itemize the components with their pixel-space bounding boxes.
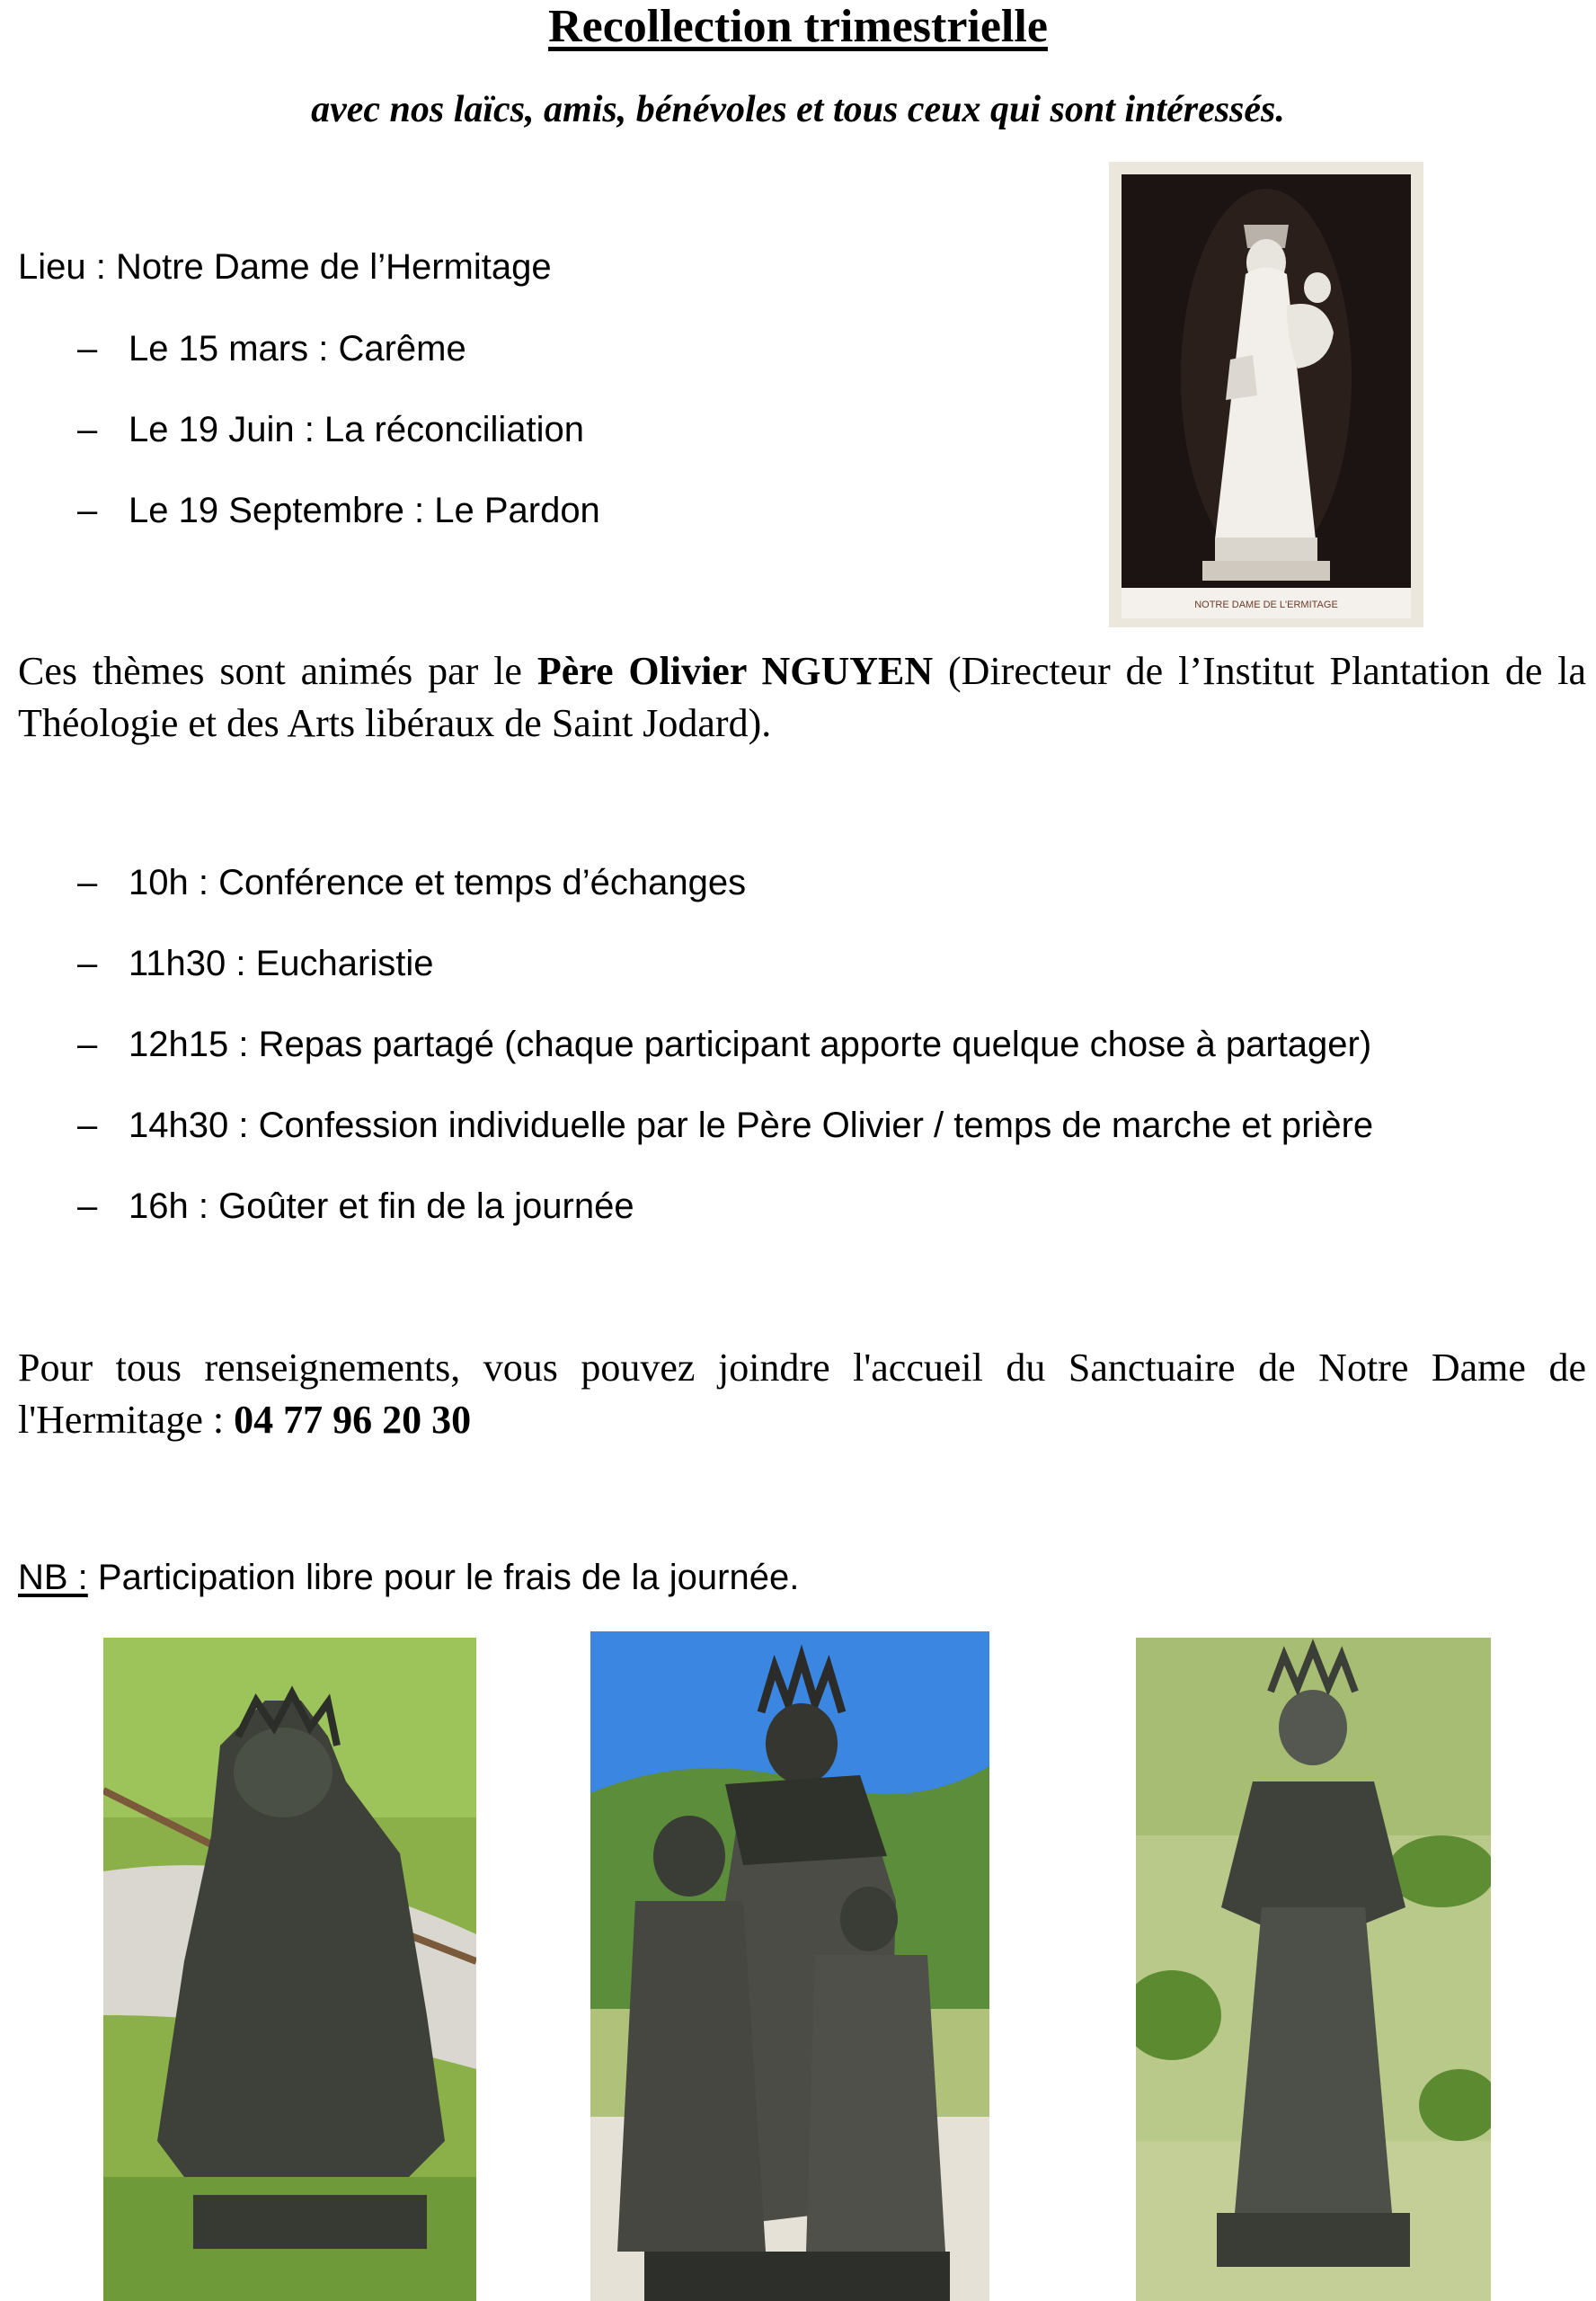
virgin-caption: NOTRE DAME DE L'ERMITAGE (1194, 600, 1338, 610)
schedule-text: 12h15 : Repas partagé (chaque participant apporte quelque chose à partager) (129, 1025, 1372, 1064)
location-line: Lieu : Notre Dame de l’Hermitage (18, 247, 552, 287)
dash-bullet: – (77, 410, 98, 449)
page-title: Recollection trimestrielle (548, 1, 1048, 52)
virgin-statue-photo (1109, 162, 1423, 627)
standing-statue-image (1136, 1638, 1491, 2301)
apparition-group-image (590, 1631, 989, 2301)
weeping-statue-image (103, 1638, 476, 2301)
nb-text: Participation libre pour le frais de la journée. (87, 1558, 800, 1597)
page-subtitle: avec nos laïcs, amis, bénévoles et tous ceux qui sont intéressés. (311, 89, 1285, 130)
phone-number: 04 77 96 20 30 (234, 1398, 472, 1442)
nb-label: NB : (18, 1558, 88, 1597)
schedule-text: 11h30 : Eucharistie (129, 944, 434, 983)
standing-statue-photo (1136, 1638, 1491, 2301)
dash-bullet: – (77, 863, 98, 902)
date-text: Le 15 mars : Carême (129, 329, 466, 369)
speaker-name: Père Olivier NGUYEN (536, 649, 934, 693)
weeping-statue-photo (103, 1638, 476, 2301)
apparition-group-photo (590, 1631, 989, 2301)
themes-text-before: Ces thèmes sont animés par le (18, 649, 537, 693)
virgin-statue-image (1109, 162, 1423, 627)
dash-bullet: – (77, 491, 98, 530)
contact-paragraph (18, 1342, 1586, 1446)
nb-note (18, 1555, 799, 1600)
date-text: Le 19 Juin : La réconciliation (129, 410, 584, 449)
dash-bullet: – (77, 1025, 98, 1064)
contact-text: Pour tous renseignements, vous pouvez joindre l'accueil du Sanctuaire de Notre Dame de l'Hermitage : (18, 1346, 1586, 1442)
themes-text-after: (Directeur de l’Institut Plantation de la Théologie et des Arts libéraux de Saint Jodard). (18, 649, 1587, 745)
schedule-text: 10h : Conférence et temps d’échanges (129, 863, 747, 902)
date-text: Le 19 Septembre : Le Pardon (129, 491, 600, 530)
dash-bullet: – (77, 329, 98, 369)
dash-bullet: – (77, 944, 98, 983)
themes-paragraph (18, 645, 1586, 750)
dash-bullet: – (77, 1186, 98, 1226)
dash-bullet: – (77, 1106, 98, 1145)
schedule-text: 16h : Goûter et fin de la journée (129, 1186, 634, 1226)
schedule-text: 14h30 : Confession individuelle par le Père Olivier / temps de marche et prière (129, 1106, 1374, 1145)
